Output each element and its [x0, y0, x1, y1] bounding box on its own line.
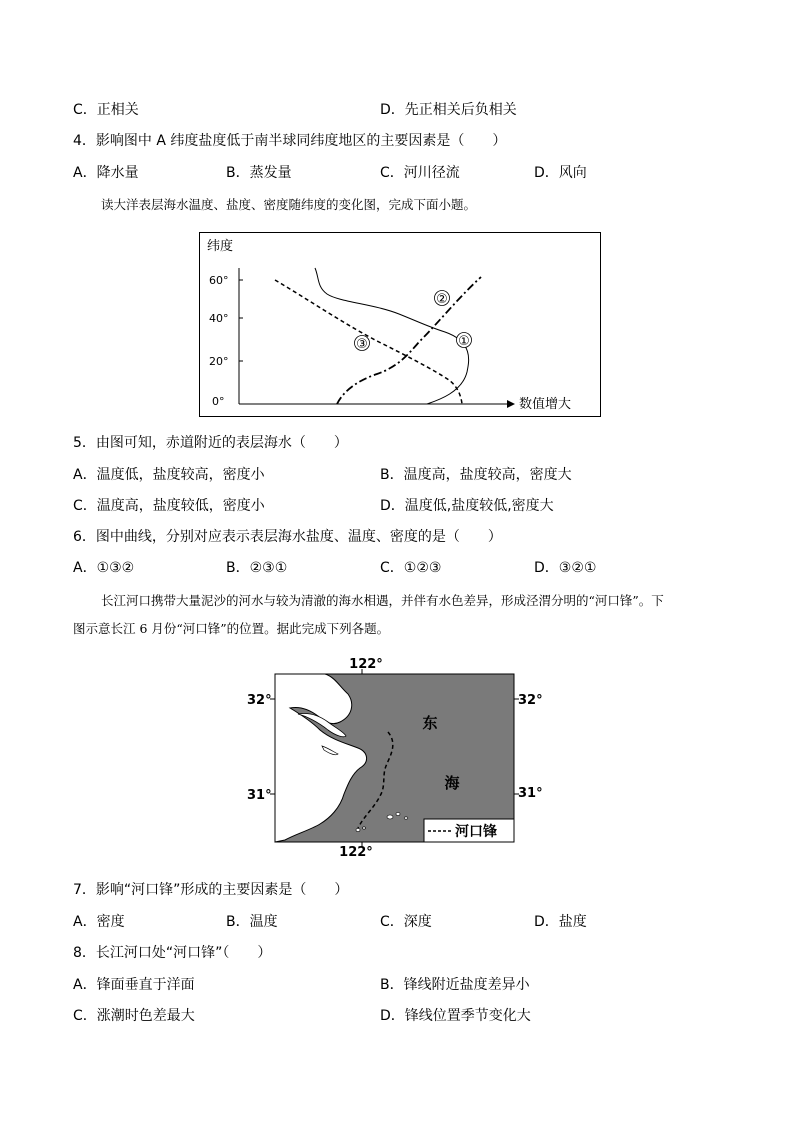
curve-label-2: ② [436, 292, 448, 307]
q8-option-c: C．涨潮时色差最大 [73, 1008, 195, 1024]
small-island-1 [387, 815, 393, 819]
small-island-2 [396, 813, 400, 816]
q3-option-d: D．先正相关后负相关 [380, 102, 517, 118]
estuary-map [240, 652, 550, 862]
lon-label-bottom: 122° [339, 845, 373, 860]
lat-32-label-left: 32° [247, 693, 272, 708]
chart-frame [200, 233, 601, 417]
legend-label: 河口锋 [455, 824, 497, 840]
q5-option-b: B．温度高，盐度较高，密度大 [380, 467, 572, 483]
tick-label-40: 40° [209, 312, 229, 325]
intro-paragraph-1: 读大洋表层海水温度、盐度、密度随纬度的变化图，完成下面小题。 [101, 197, 477, 212]
intro-paragraph-2-line-2: 图示意长江 6 月份“河口锋”的位置。据此完成下列各题。 [73, 621, 390, 636]
q6-option-c: C．①②③ [380, 560, 442, 576]
q5-option-a: A．温度低，盐度较高，密度小 [73, 467, 265, 483]
q3-option-c: C．正相关 [73, 102, 139, 118]
lon-label-top: 122° [349, 657, 383, 672]
latitude-chart [199, 232, 602, 418]
lat-31-label-right: 31° [518, 786, 543, 801]
q5-option-d: D．温度低,盐度较低,密度大 [380, 498, 554, 514]
q4-option-d: D．风向 [534, 165, 587, 181]
q4-option-c: C．河川径流 [380, 165, 460, 181]
small-island-3 [356, 829, 360, 832]
q8-option-b: B．锋线附近盐度差异小 [380, 977, 530, 993]
q7-option-a: A．密度 [73, 914, 125, 930]
tick-label-0: 0° [212, 395, 225, 408]
sea-name-char-1: 东 [422, 714, 438, 732]
small-island-5 [404, 817, 408, 819]
tick-label-20: 20° [209, 355, 229, 368]
q5-stem: 5．由图可知，赤道附近的表层海水（ ） [73, 435, 348, 451]
q6-stem: 6．图中曲线，分别对应表示表层海水盐度、温度、密度的是（ ） [73, 529, 502, 545]
q4-stem: 4．影响图中 A 纬度盐度低于南半球同纬度地区的主要因素是（ ） [73, 133, 507, 149]
intro-paragraph-2-line-1: 长江河口携带大量泥沙的河水与较为清澈的海水相遇，并伴有水色差异，形成泾渭分明的“河口锋”。下 [101, 593, 664, 608]
y-axis-label: 纬度 [207, 239, 234, 254]
q4-option-b: B．蒸发量 [226, 165, 292, 181]
q8-option-d: D．锋线位置季节变化大 [380, 1008, 531, 1024]
q7-option-c: C．深度 [380, 914, 432, 930]
small-island-4 [363, 827, 366, 829]
curve-label-1: ① [458, 334, 470, 349]
lat-31-label-left: 31° [247, 788, 272, 803]
q7-option-d: D．盐度 [534, 914, 587, 930]
q4-option-a: A．降水量 [73, 165, 139, 181]
q6-option-b: B．②③① [226, 560, 288, 576]
q6-option-d: D．③②① [534, 560, 597, 576]
sea-name-char-2: 海 [444, 774, 460, 792]
curve-label-3: ③ [356, 337, 368, 352]
q7-option-b: B．温度 [226, 914, 278, 930]
q6-option-a: A．①③② [73, 560, 135, 576]
lat-32-label-right: 32° [518, 693, 543, 708]
q8-option-a: A．锋面垂直于洋面 [73, 977, 195, 993]
q5-option-c: C．温度高，盐度较低，密度小 [73, 498, 265, 514]
q8-stem: 8．长江河口处“河口锋”（ ） [73, 945, 272, 961]
tick-label-60: 60° [209, 274, 229, 287]
x-axis-label: 数值增大 [519, 397, 572, 412]
q7-stem: 7．影响“河口锋”形成的主要因素是（ ） [73, 882, 349, 898]
